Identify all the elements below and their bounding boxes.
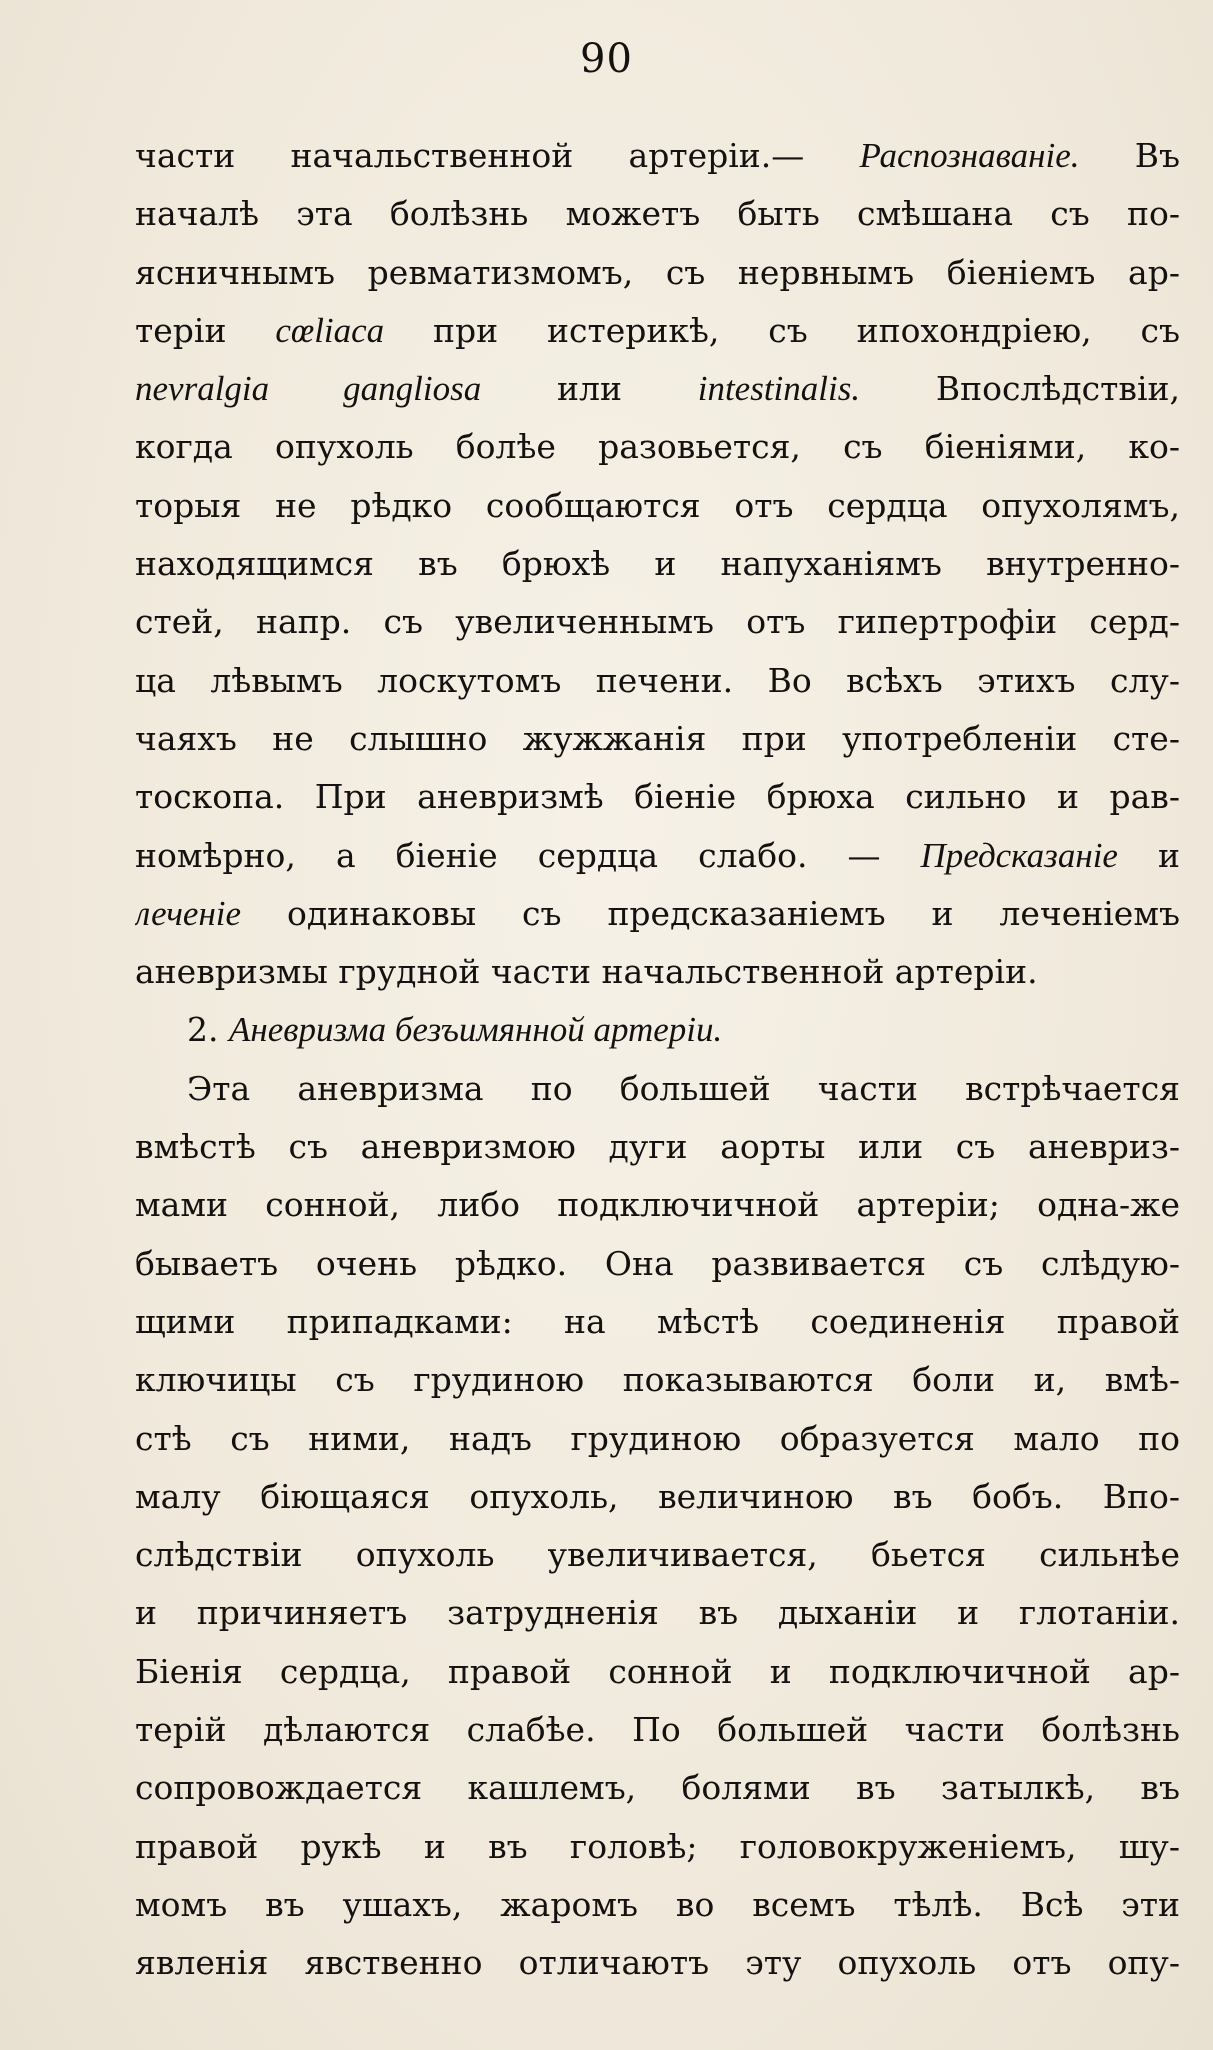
text-segment: явленія явственно отличаютъ эту опухоль отъ опу- (135, 1943, 1180, 1983)
text-segment: номѣрно, а біеніе сердца слабо. — (135, 835, 921, 875)
text-segment: при истерикѣ, съ ипохондріею, съ (384, 310, 1180, 350)
text-line (135, 652, 1180, 710)
text-segment: части начальственной артеріи.— (135, 136, 860, 175)
italic-term: cœliaca (275, 310, 385, 350)
text-segment: началѣ эта болѣзнь можетъ быть смѣшана съ по- (135, 194, 1180, 234)
text-segment: слѣдствіи опухоль увеличивается, бьется сильнѣе (135, 1535, 1180, 1575)
text-segment: и (1117, 835, 1180, 875)
text-line (135, 1701, 1180, 1759)
text-line (135, 1468, 1180, 1526)
text-segment: Впослѣдствіи, (860, 369, 1180, 409)
text-line (135, 1060, 1180, 1118)
text-line (135, 244, 1180, 302)
text-segment: находящимся въ брюхѣ и напуханіямъ внутренно- (135, 544, 1180, 584)
text-segment: когда опухоль болѣе разовьется, съ біеніями, ко- (135, 427, 1180, 467)
text-line (135, 1410, 1180, 1468)
text-line (135, 477, 1180, 535)
text-line (135, 1876, 1180, 1934)
text-line (135, 593, 1180, 651)
text-segment: ясничнымъ ревматизмомъ, съ нервнымъ біеніемъ ар- (135, 252, 1180, 292)
text-line (135, 943, 1180, 1001)
text-segment: терій дѣлаются слабѣе. По большей части болѣзнь (135, 1710, 1180, 1750)
text-segment: 2. (187, 1010, 229, 1050)
text-segment: сопровождается кашлемъ, болями въ затылкѣ, въ (135, 1768, 1180, 1808)
text-line (135, 885, 1180, 943)
text-line (135, 185, 1180, 243)
text-segment: ключицы съ грудиною показываются боли и, вмѣ- (135, 1360, 1180, 1400)
text-line (135, 302, 1180, 360)
text-segment: бываетъ очень рѣдко. Она развивается съ слѣдую- (135, 1243, 1180, 1283)
page-number: 90 (580, 36, 633, 82)
text-line (135, 1118, 1180, 1176)
text-line (135, 418, 1180, 476)
text-segment: и причиняетъ затрудненія въ дыханіи и глотаніи. (135, 1593, 1180, 1633)
text-segment: или (481, 369, 698, 409)
text-line (135, 535, 1180, 593)
text-segment: одинаковы съ предсказаніемъ и леченіемъ (241, 893, 1180, 933)
text-line (135, 1293, 1180, 1351)
text-segment: стѣ съ ними, надъ грудиною образуется мало по (135, 1418, 1180, 1458)
text-segment: торыя не рѣдко сообщаются отъ сердца опухолямъ, (135, 485, 1180, 525)
text-line (135, 827, 1180, 885)
text-segment: теріи (135, 310, 276, 350)
text-line (135, 1526, 1180, 1584)
text-segment: Эта аневризма по большей части встрѣчается (187, 1068, 1180, 1108)
text-segment: правой рукѣ и въ головѣ; головокруженіемъ, шу- (135, 1826, 1180, 1866)
text-line (135, 1584, 1180, 1642)
text-line (135, 1235, 1180, 1293)
italic-term: Аневризма безъимянной артеріи. (228, 1010, 723, 1050)
italic-term: леченіе (135, 893, 242, 933)
text-segment: чаяхъ не слышно жужжанія при употребленіи сте- (135, 718, 1180, 758)
text-segment: Въ (1079, 136, 1180, 175)
text-segment: мами сонной, либо подключичной артеріи; одна-же (135, 1185, 1180, 1225)
text-segment: стей, напр. съ увеличеннымъ отъ гипертрофіи серд- (135, 602, 1180, 642)
text-line (135, 1351, 1180, 1409)
text-line (135, 1643, 1180, 1701)
text-line (135, 360, 1180, 418)
text-segment: щими припадками: на мѣстѣ соединенія правой (135, 1301, 1180, 1341)
text-line (135, 1176, 1180, 1234)
text-segment: аневризмы грудной части начальственной артеріи. (135, 952, 1038, 992)
section-heading (135, 1001, 1180, 1059)
text-line (135, 710, 1180, 768)
text-segment: момъ въ ушахъ, жаромъ во всемъ тѣлѣ. Всѣ эти (135, 1884, 1180, 1924)
text-line (135, 768, 1180, 826)
text-line (135, 1818, 1180, 1876)
italic-term: nevralgia gangliosa (135, 369, 482, 409)
italic-term: intestinalis. (697, 369, 861, 409)
text-segment: вмѣстѣ съ аневризмою дуги аорты или съ аневриз- (135, 1127, 1180, 1167)
text-segment: малу біющаяся опухоль, величиною въ бобъ. Впо- (135, 1476, 1180, 1516)
body-text (135, 127, 1180, 1993)
text-line (135, 1934, 1180, 1992)
italic-term: Предсказаніе (920, 835, 1118, 875)
text-line (135, 1759, 1180, 1817)
italic-term: Распознаваніе. (859, 136, 1080, 175)
text-segment: ца лѣвымъ лоскутомъ печени. Во всѣхъ этихъ слу- (135, 660, 1180, 700)
text-line (135, 127, 1180, 185)
text-segment: тоскопа. При аневризмѣ біеніе брюха сильно и рав- (135, 777, 1180, 817)
text-segment: Біенія сердца, правой сонной и подключичной ар- (135, 1651, 1180, 1691)
